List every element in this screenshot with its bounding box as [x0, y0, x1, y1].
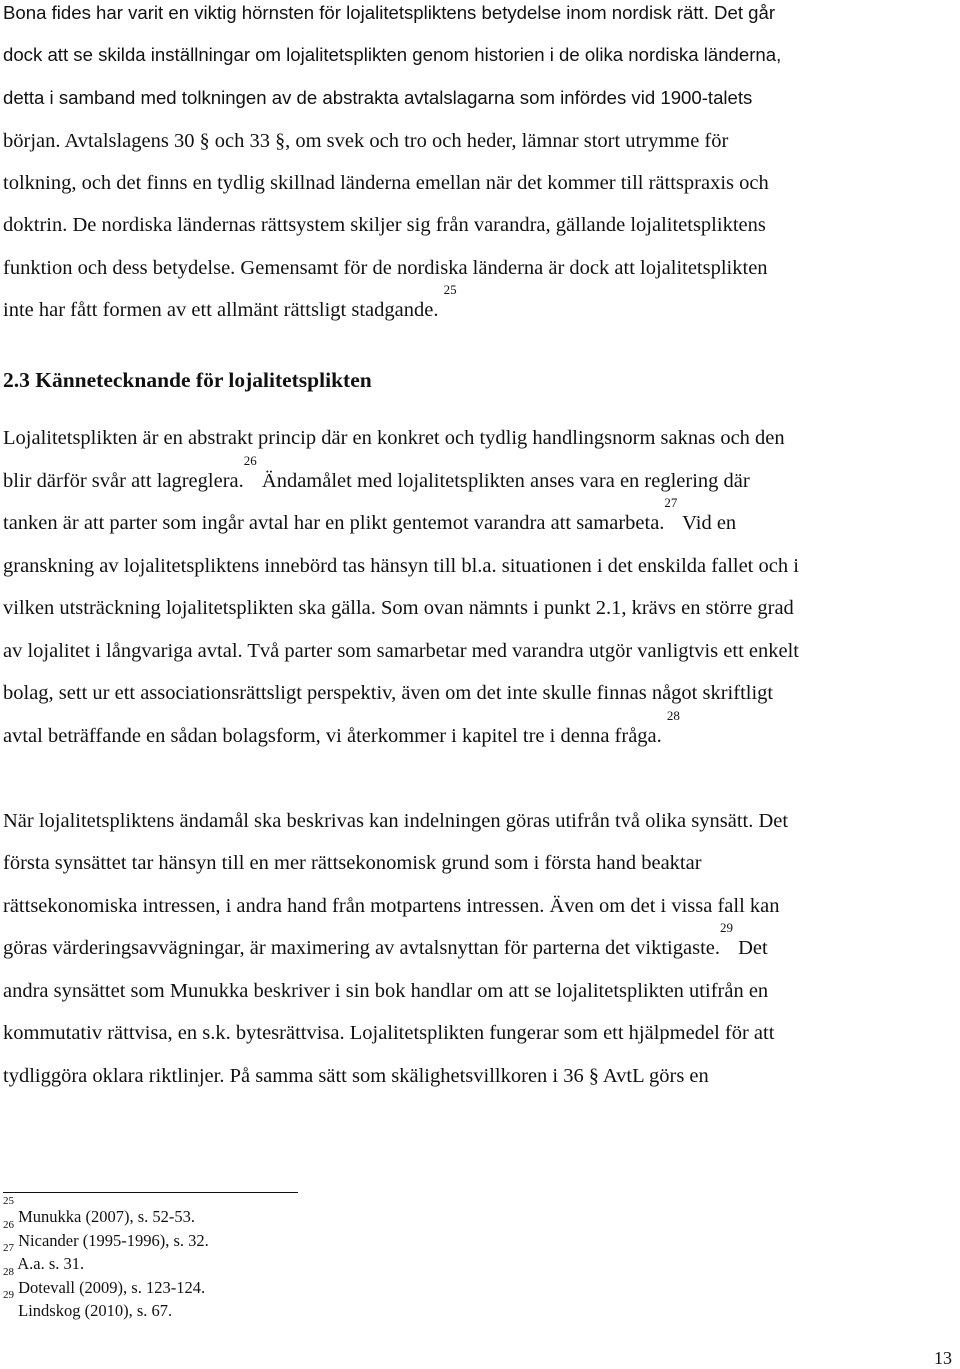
footnote-text: Nicander (1995-1996), s. 32.: [18, 1231, 209, 1250]
footnote-text: Lindskog (2010), s. 67.: [18, 1301, 173, 1320]
footnote-text: Dotevall (2009), s. 123-124.: [18, 1278, 206, 1297]
footnote-ref[interactable]: 29: [720, 920, 733, 935]
footnote-number: 26: [3, 1219, 14, 1231]
paragraph-line: första synsättet tar hänsyn till en mer rättsekonomisk grund som i första hand beaktar: [3, 852, 702, 874]
paragraph-line: När lojalitetspliktens ändamål ska beskrivas kan indelningen göras utifrån två olika synsätt. Det: [3, 810, 789, 832]
footnote-ref[interactable]: 28: [666, 708, 680, 723]
footnote-number: 28: [3, 1266, 14, 1278]
paragraph-line: detta i samband med tolkningen av de abstrakta avtalslagarna som infördes vid 1900-talets: [3, 87, 753, 108]
section-symbol: §: [588, 1065, 599, 1087]
paragraph-line: [3, 1063, 709, 1089]
page-number: 13: [934, 1348, 952, 1368]
footnote-number: 25: [3, 1195, 14, 1207]
paragraph-line: [3, 128, 728, 154]
footnote: [3, 1289, 173, 1321]
text-run: blir därför svår att lagreglera.: [3, 470, 244, 492]
footnote: [3, 1195, 196, 1227]
paragraph-line: [3, 920, 768, 961]
footnote-ref[interactable]: 25: [443, 282, 457, 297]
footnote: [3, 1219, 209, 1251]
section-heading: 2.3 Kännetecknande för lojalitetsplikten: [3, 368, 372, 392]
footnote: [3, 1266, 206, 1298]
paragraph-line: andra synsättet som Munukka beskriver i sin bok handlar om att se lojalitetsplikten utifrån en: [3, 980, 769, 1002]
text-run: göras värderingsavvägningar, är maximering av avtalsnyttan för parterna det viktigaste.: [3, 937, 720, 959]
paragraph-line: av lojalitet i långvariga avtal. Två parter som samarbetar med varandra utgör vanligtvis ett enkelt: [3, 640, 799, 662]
paragraph-line: [3, 495, 737, 536]
paragraph-line: [3, 282, 457, 323]
text-run: tydliggöra oklara riktlinjer. På samma sätt som skälighetsvillkoren i 36: [3, 1065, 584, 1087]
paragraph-line: rättsekonomiska intressen, i andra hand från motpartens intressen. Även om det i vissa fall kan: [3, 895, 780, 917]
text-run: Det: [733, 937, 768, 959]
text-run: och 33: [214, 130, 270, 152]
paragraph-line: funktion och dess betydelse. Gemensamt för de nordiska länderna är dock att lojalitetsplikten: [3, 257, 768, 279]
text-run: Vid en: [677, 512, 737, 534]
paragraph-line: tolkning, och det finns en tydlig skillnad länderna emellan när det kommer till rättspraxis och: [3, 172, 769, 194]
footnote-ref[interactable]: 26: [243, 453, 257, 468]
paragraph-line: [3, 708, 680, 749]
paragraph-line: Bona fides har varit en viktig hörnsten för lojalitetspliktens betydelse inom nordisk rätt. Det går: [3, 2, 776, 23]
footnote-text: Munukka (2007), s. 52-53.: [18, 1207, 196, 1226]
paragraph-line: vilken utsträckning lojalitetsplikten ska gälla. Som ovan nämnts i punkt 2.1, krävs en större grad: [3, 597, 794, 619]
footnote-number: 27: [3, 1242, 14, 1254]
footnote-number: 29: [3, 1289, 14, 1301]
paragraph-line: doktrin. De nordiska ländernas rättsystem skiljer sig från varandra, gällande lojalitetspliktens: [3, 214, 766, 236]
paragraph-line: Lojalitetsplikten är en abstrakt princip där en konkret och tydlig handlingsnorm saknas och den: [3, 427, 785, 449]
section-symbol: §: [275, 130, 286, 152]
text-run: inte har fått formen av ett allmänt rättsligt stadgande.: [3, 299, 439, 321]
text-run: tanken är att parter som ingår avtal har en plikt gentemot varandra att samarbeta.: [3, 512, 665, 534]
footnote: [3, 1242, 85, 1274]
paragraph-line: bolag, sett ur ett associationsrättsligt perspektiv, även om det inte skulle finnas något skriftligt: [3, 682, 774, 704]
text-run: avtal beträffande en sådan bolagsform, vi återkommer i kapitel tre i denna fråga.: [3, 725, 662, 747]
text-run: , om svek och tro och heder, lämnar stort utrymme för: [285, 130, 729, 152]
paragraph-line: dock att se skilda inställningar om lojalitetsplikten genom historien i de olika nordiska länderna,: [3, 44, 782, 65]
section-symbol: §: [199, 130, 210, 152]
text-run: AvtL görs en: [602, 1065, 709, 1087]
footnote-ref[interactable]: 27: [664, 495, 678, 510]
footnote-separator: [3, 1192, 298, 1193]
text-run: början. Avtalslagens 30: [3, 130, 195, 152]
footnote-text: A.a. s. 31.: [17, 1254, 85, 1273]
text-run: Ändamålet med lojalitetsplikten anses vara en reglering där: [256, 470, 750, 492]
paragraph-line: kommutativ rättvisa, en s.k. bytesrättvisa. Lojalitetsplikten fungerar som ett hjälpmedel för att: [3, 1022, 775, 1044]
paragraph-line: [3, 453, 750, 494]
paragraph-line: granskning av lojalitetspliktens innebörd tas hänsyn till bl.a. situationen i det enskilda fallet och i: [3, 555, 799, 577]
